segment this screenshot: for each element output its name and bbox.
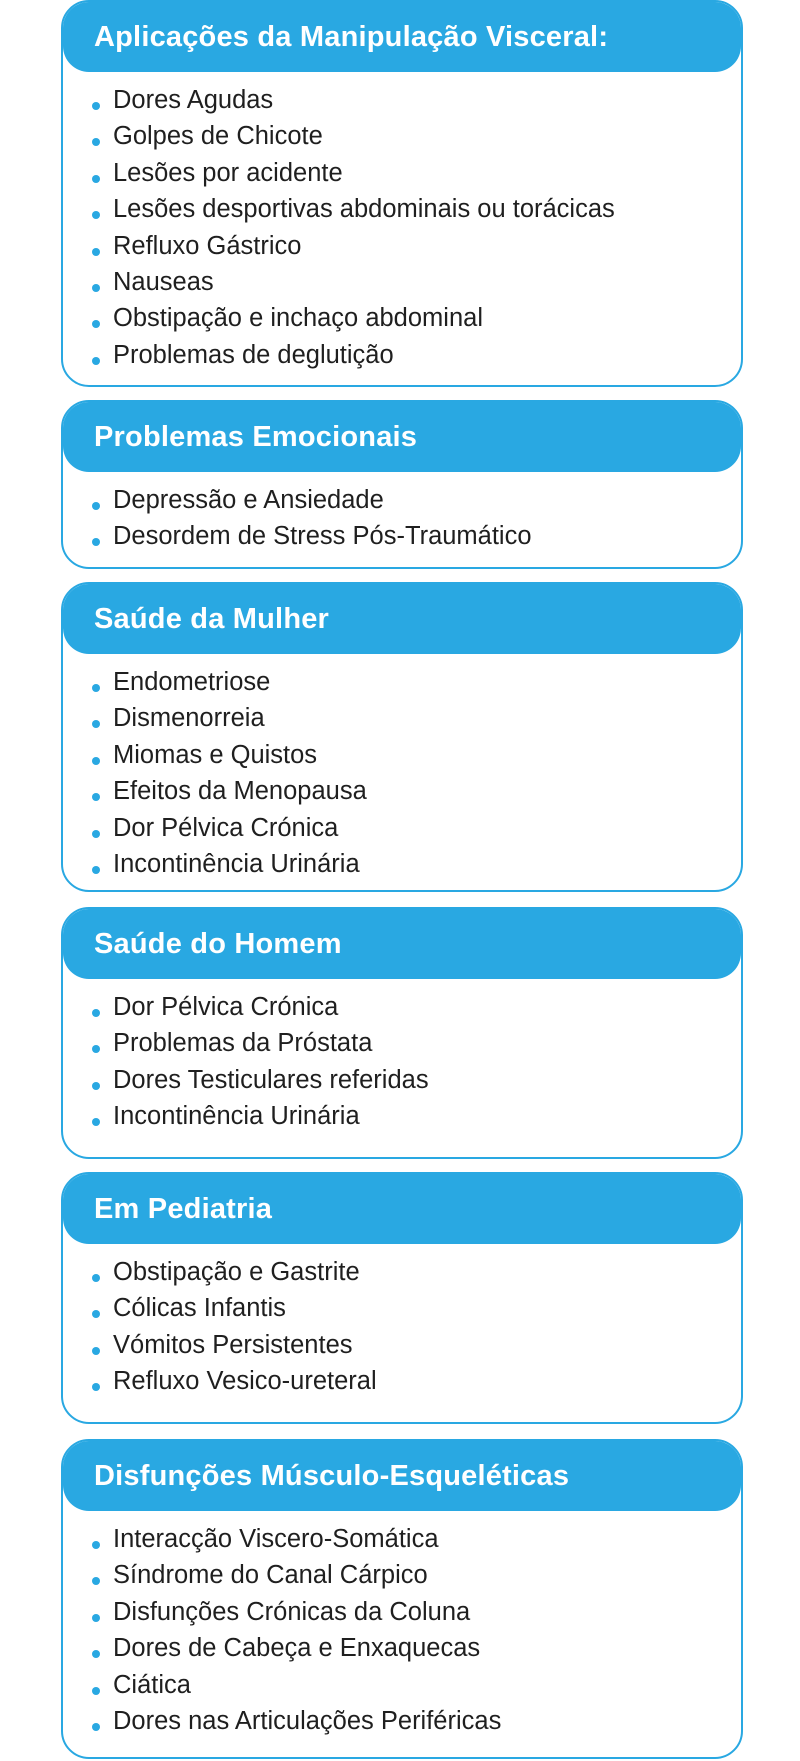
list-item bbox=[63, 1025, 741, 1061]
bullet-dot-icon bbox=[92, 357, 100, 365]
list-item-label: Miomas e Quistos bbox=[113, 740, 318, 769]
bullet-dot-icon bbox=[92, 1045, 100, 1053]
section-card-mens-health bbox=[61, 907, 743, 1159]
section-title: Disfunções Músculo-Esqueléticas bbox=[63, 1441, 741, 1511]
list-item-label: Golpes de Chicote bbox=[113, 122, 323, 151]
list-item-label: Obstipação e inchaço abdominal bbox=[113, 304, 483, 333]
bullet-dot-icon bbox=[92, 1541, 100, 1549]
list-item bbox=[63, 518, 741, 554]
section-card-pediatrics bbox=[61, 1172, 743, 1424]
section-list bbox=[63, 1511, 741, 1739]
section-card-visceral-manipulation bbox=[61, 0, 743, 387]
list-item-label: Lesões por acidente bbox=[113, 158, 343, 187]
list-item bbox=[63, 82, 741, 118]
bullet-dot-icon bbox=[92, 684, 100, 692]
bullet-dot-icon bbox=[92, 502, 100, 510]
list-item-label: Dores de Cabeça e Enxaquecas bbox=[113, 1634, 481, 1663]
list-item bbox=[63, 1667, 741, 1703]
list-item bbox=[63, 1630, 741, 1666]
bullet-dot-icon bbox=[92, 1009, 100, 1017]
list-item-label: Problemas de deglutição bbox=[113, 340, 394, 369]
bullet-dot-icon bbox=[92, 866, 100, 874]
bullet-dot-icon bbox=[92, 138, 100, 146]
bullet-dot-icon bbox=[92, 175, 100, 183]
list-item-label: Problemas da Próstata bbox=[113, 1029, 373, 1058]
list-item-label: Incontinência Urinária bbox=[113, 1102, 360, 1131]
list-item-label: Endometriose bbox=[113, 668, 271, 696]
list-item bbox=[63, 191, 741, 227]
list-item bbox=[63, 810, 741, 846]
list-item bbox=[63, 1254, 741, 1290]
list-item-label: Depressão e Ansiedade bbox=[113, 486, 384, 514]
section-list bbox=[63, 654, 741, 882]
list-item bbox=[63, 989, 741, 1025]
list-item bbox=[63, 337, 741, 373]
list-item bbox=[63, 737, 741, 773]
list-item bbox=[63, 1290, 741, 1326]
section-card-womens-health bbox=[61, 582, 743, 892]
list-item-label: Efeitos da Menopausa bbox=[113, 777, 367, 806]
bullet-dot-icon bbox=[92, 102, 100, 110]
list-item bbox=[63, 300, 741, 336]
bullet-dot-icon bbox=[92, 830, 100, 838]
list-item-label: Dores Agudas bbox=[113, 86, 274, 114]
section-list bbox=[63, 72, 741, 373]
list-item bbox=[63, 155, 741, 191]
list-item-label: Dor Pélvica Crónica bbox=[113, 813, 339, 842]
list-item bbox=[63, 700, 741, 736]
bullet-dot-icon bbox=[92, 1650, 100, 1658]
list-item bbox=[63, 664, 741, 700]
bullet-dot-icon bbox=[92, 1082, 100, 1090]
section-card-musculoskeletal bbox=[61, 1439, 743, 1759]
list-item-label: Dores Testiculares referidas bbox=[113, 1065, 429, 1094]
list-item bbox=[63, 1098, 741, 1134]
bullet-dot-icon bbox=[92, 1614, 100, 1622]
bullet-dot-icon bbox=[92, 1723, 100, 1731]
list-item-label: Cólicas Infantis bbox=[113, 1294, 286, 1323]
section-title: Em Pediatria bbox=[63, 1174, 741, 1244]
list-item-label: Vómitos Persistentes bbox=[113, 1330, 353, 1359]
section-title: Aplicações da Manipulação Visceral: bbox=[63, 2, 741, 72]
list-item bbox=[63, 264, 741, 300]
bullet-dot-icon bbox=[92, 1310, 100, 1318]
list-item bbox=[63, 846, 741, 882]
section-list bbox=[63, 979, 741, 1135]
bullet-dot-icon bbox=[92, 538, 100, 546]
list-item-label: Refluxo Gástrico bbox=[113, 231, 302, 260]
list-item bbox=[63, 482, 741, 518]
bullet-dot-icon bbox=[92, 720, 100, 728]
bullet-dot-icon bbox=[92, 1118, 100, 1126]
bullet-dot-icon bbox=[92, 1347, 100, 1355]
bullet-dot-icon bbox=[92, 211, 100, 219]
list-item-label: Dores nas Articulações Periféricas bbox=[113, 1706, 502, 1735]
section-list bbox=[63, 472, 741, 555]
list-item-label: Desordem de Stress Pós-Traumático bbox=[113, 522, 532, 551]
list-item-label: Incontinência Urinária bbox=[113, 849, 360, 878]
section-title: Saúde do Homem bbox=[63, 909, 741, 979]
list-item-label: Dismenorreia bbox=[113, 704, 265, 733]
list-item-label: Lesões desportivas abdominais ou torácicas bbox=[113, 195, 615, 224]
bullet-dot-icon bbox=[92, 757, 100, 765]
bullet-dot-icon bbox=[92, 1577, 100, 1585]
list-item bbox=[63, 1363, 741, 1399]
bullet-dot-icon bbox=[92, 1274, 100, 1282]
list-item bbox=[63, 1062, 741, 1098]
list-item-label: Síndrome do Canal Cárpico bbox=[113, 1561, 428, 1590]
list-item-label: Refluxo Vesico-ureteral bbox=[113, 1367, 377, 1396]
list-item bbox=[63, 773, 741, 809]
list-item-label: Dor Pélvica Crónica bbox=[113, 993, 339, 1021]
list-item bbox=[63, 118, 741, 154]
list-item bbox=[63, 1703, 741, 1739]
bullet-dot-icon bbox=[92, 320, 100, 328]
bullet-dot-icon bbox=[92, 284, 100, 292]
bullet-dot-icon bbox=[92, 793, 100, 801]
list-item-label: Disfunções Crónicas da Coluna bbox=[113, 1597, 471, 1626]
list-item bbox=[63, 1594, 741, 1630]
list-item-label: Interacção Viscero-Somática bbox=[113, 1525, 439, 1553]
section-card-emotional-problems bbox=[61, 400, 743, 569]
section-title: Problemas Emocionais bbox=[63, 402, 741, 472]
list-item bbox=[63, 1327, 741, 1363]
list-item-label: Ciática bbox=[113, 1670, 191, 1699]
section-title: Saúde da Mulher bbox=[63, 584, 741, 654]
list-item bbox=[63, 1521, 741, 1557]
list-item bbox=[63, 228, 741, 264]
list-item bbox=[63, 1557, 741, 1593]
list-item-label: Nauseas bbox=[113, 267, 214, 296]
bullet-dot-icon bbox=[92, 1383, 100, 1391]
section-list bbox=[63, 1244, 741, 1400]
bullet-dot-icon bbox=[92, 248, 100, 256]
bullet-dot-icon bbox=[92, 1687, 100, 1695]
list-item-label: Obstipação e Gastrite bbox=[113, 1258, 360, 1286]
